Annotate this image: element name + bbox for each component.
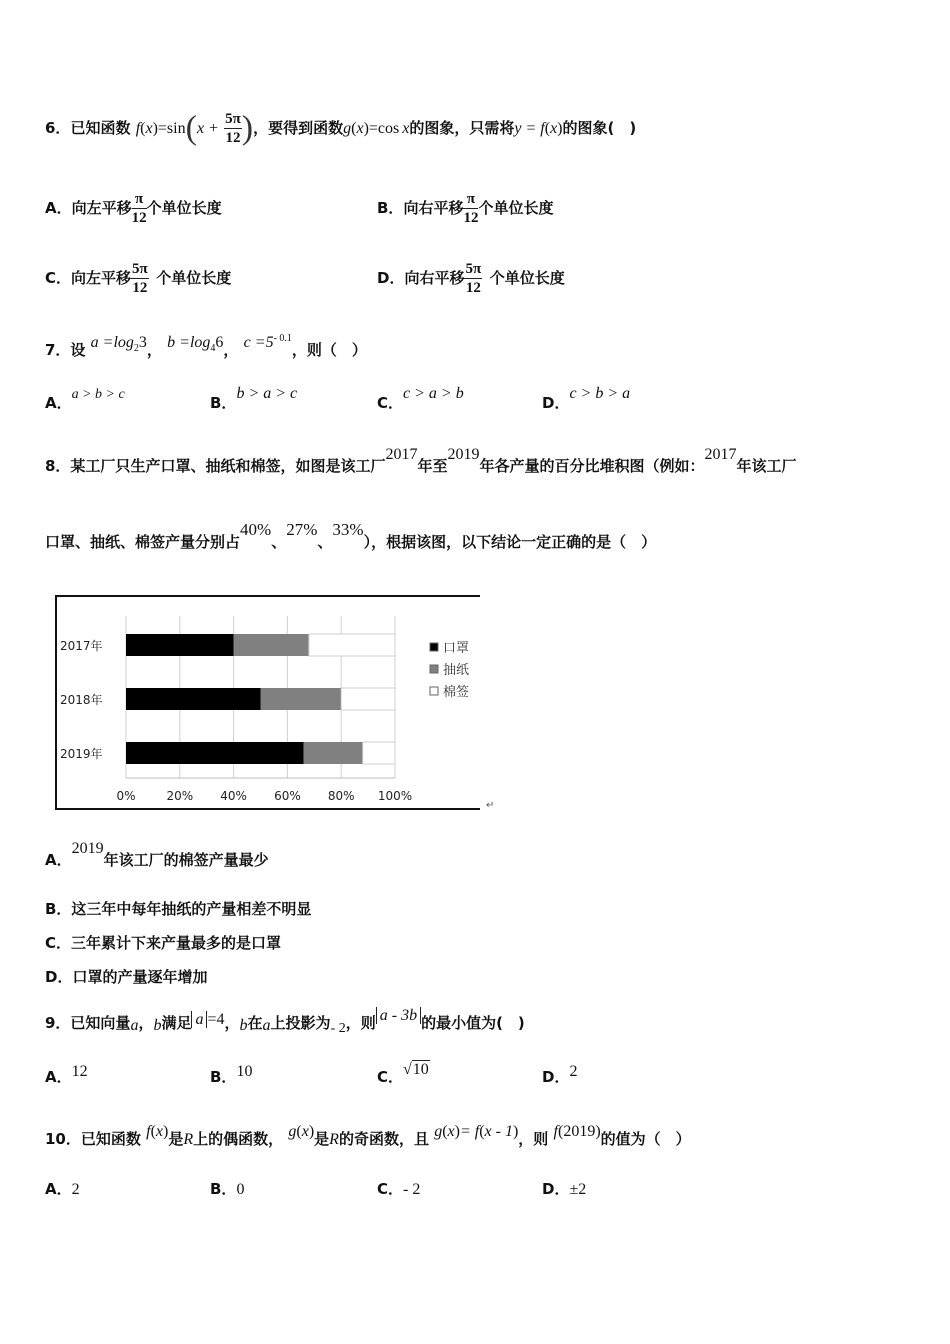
chart-legend-label: 抽纸 bbox=[443, 663, 470, 678]
chart-bar-segment-2 bbox=[363, 742, 395, 764]
q6-sin: =sin bbox=[157, 120, 186, 137]
chart-x-tick-label: 20% bbox=[166, 789, 194, 803]
q6-fraction: $\frac{5\pi}{12}$ bbox=[225, 111, 241, 146]
q9-option-d[interactable]: D．2 bbox=[542, 1063, 578, 1086]
chart-x-tick-label: 100% bbox=[377, 789, 413, 803]
chart-bar-segment-0 bbox=[126, 742, 304, 764]
q9-stem: 9．已知向量a，b满足 a =4，b在a上投影为- 2，则 a - 3b 的最小值为( ) bbox=[45, 1007, 525, 1036]
q6-yf: y = f bbox=[514, 120, 545, 137]
q8-stem-line1: 8．某工厂只生产口罩、抽纸和棉签，如图是该工厂2017年至2019年各产量的百分比堆积图（例如：2017年该工厂 bbox=[45, 446, 797, 475]
chart-bar-segment-1 bbox=[234, 634, 309, 656]
chart-x-tick-label: 40% bbox=[220, 789, 247, 803]
q6-option-b[interactable]: B．向右平移 $\frac{\pi}{12}$ 个单位长度 bbox=[377, 191, 554, 226]
chart-legend-label: 口罩 bbox=[443, 641, 470, 656]
q8-option-d[interactable]: D．口罩的产量逐年增加 bbox=[45, 968, 208, 986]
chart-bar-segment-1 bbox=[261, 688, 342, 710]
q8-option-a[interactable]: A．2019年该工厂的棉签产量最少 bbox=[45, 840, 269, 869]
q9-abs-expr: a - 3b bbox=[376, 1007, 421, 1024]
q6-x3: x bbox=[402, 120, 410, 137]
q6-number-text: 6． bbox=[45, 119, 71, 137]
q6-f: f bbox=[135, 120, 141, 137]
q6-g: g bbox=[343, 120, 352, 137]
q10-option-a[interactable]: A．2 bbox=[45, 1180, 80, 1198]
q6-text: 已知函数 bbox=[70, 119, 131, 137]
q9-option-a[interactable]: A．12 bbox=[45, 1063, 88, 1086]
chart-bar-segment-2 bbox=[341, 688, 395, 710]
chart-legend-swatch bbox=[430, 687, 438, 695]
q8-option-c[interactable]: C．三年累计下来产量最多的是口罩 bbox=[45, 934, 282, 952]
chart-category-label: 2019年 bbox=[60, 747, 103, 761]
q7-option-a[interactable]: A．a > b > c bbox=[45, 387, 125, 412]
chart-category-label: 2017年 bbox=[60, 639, 103, 653]
q6-x4: x bbox=[550, 120, 558, 137]
q10-stem: 10．已知函数 f(x)是R上的偶函数， g(x)是R的奇函数，且 g(x)= f(x - 1)，则 f(2019)的值为（ ） bbox=[45, 1123, 691, 1148]
q10-option-d[interactable]: D．±2 bbox=[542, 1180, 587, 1198]
q10-option-c[interactable]: C．- 2 bbox=[377, 1180, 421, 1198]
q7-stem: 7．设 $a =\log_23$， $b =\log_46$， $c =5^{- 0.1}$，则（ ） bbox=[45, 333, 367, 359]
q6-option-a[interactable]: A．向左平移 $\frac{\pi}{12}$ 个单位长度 bbox=[45, 191, 222, 226]
q6-option-c[interactable]: C．向左平移 $\frac{5\pi}{12}$ 个单位长度 bbox=[45, 261, 232, 296]
q7-option-d[interactable]: D．c > b > a bbox=[542, 385, 631, 412]
q9-abs-a: a bbox=[191, 1011, 207, 1028]
chart-category-label: 2018年 bbox=[60, 693, 103, 707]
q6-option-d[interactable]: D．向右平移 $\frac{5\pi}{12}$ 个单位长度 bbox=[377, 261, 565, 296]
chart-legend-swatch bbox=[430, 665, 438, 673]
q6-text-end: 的图象( ) bbox=[562, 119, 637, 137]
chart-bar-segment-0 bbox=[126, 688, 261, 710]
chart-x-tick-label: 0% bbox=[116, 789, 136, 803]
q6-stem: 6．已知函数 f(x)=sin(x + $\frac{5\pi}{12}$ )，要得到函数g(x)=cos x的图象，只需将y = f(x)的图象( ) bbox=[45, 109, 637, 147]
q6-cos: =cos bbox=[368, 120, 400, 137]
chart-x-tick-label: 60% bbox=[274, 789, 301, 803]
chart-legend-label: 棉签 bbox=[443, 685, 470, 700]
return-mark: ↵ bbox=[486, 800, 495, 811]
q7-c-def: c =5 bbox=[243, 334, 274, 351]
chart-bar-segment-0 bbox=[126, 634, 234, 656]
chart-x-tick-label: 80% bbox=[327, 789, 355, 803]
q9-option-c[interactable]: C．√10 bbox=[377, 1061, 429, 1086]
q6-x: x bbox=[145, 120, 153, 137]
q6-text-mid2: 的图象，只需将 bbox=[409, 119, 515, 137]
q7-number-text: 7．设 bbox=[45, 341, 86, 359]
q7-option-b[interactable]: B．b > a > c bbox=[210, 385, 298, 412]
q8-stem-line2: 口罩、抽纸、棉签产量分别占40%、27%、33%），根据该图，以下结论一定正确的是（ ） bbox=[45, 520, 657, 551]
q6-xplus: x + bbox=[196, 120, 219, 137]
stacked-bar-chart bbox=[55, 592, 495, 814]
q6-x2: x bbox=[356, 120, 364, 137]
q8-option-b[interactable]: B．这三年中每年抽纸的产量相差不明显 bbox=[45, 900, 312, 918]
q9-option-b[interactable]: B．10 bbox=[210, 1063, 253, 1086]
q7-option-c[interactable]: C．c > a > b bbox=[377, 385, 464, 412]
chart-bar-segment-2 bbox=[309, 634, 395, 656]
q10-option-b[interactable]: B．0 bbox=[210, 1180, 245, 1198]
q7-a-def: a =log bbox=[90, 334, 134, 351]
q7-b-def: b =log bbox=[167, 334, 211, 351]
chart-legend-swatch bbox=[430, 643, 438, 651]
q6-text-mid: ，要得到函数 bbox=[253, 119, 344, 137]
chart-bar-segment-1 bbox=[304, 742, 363, 764]
